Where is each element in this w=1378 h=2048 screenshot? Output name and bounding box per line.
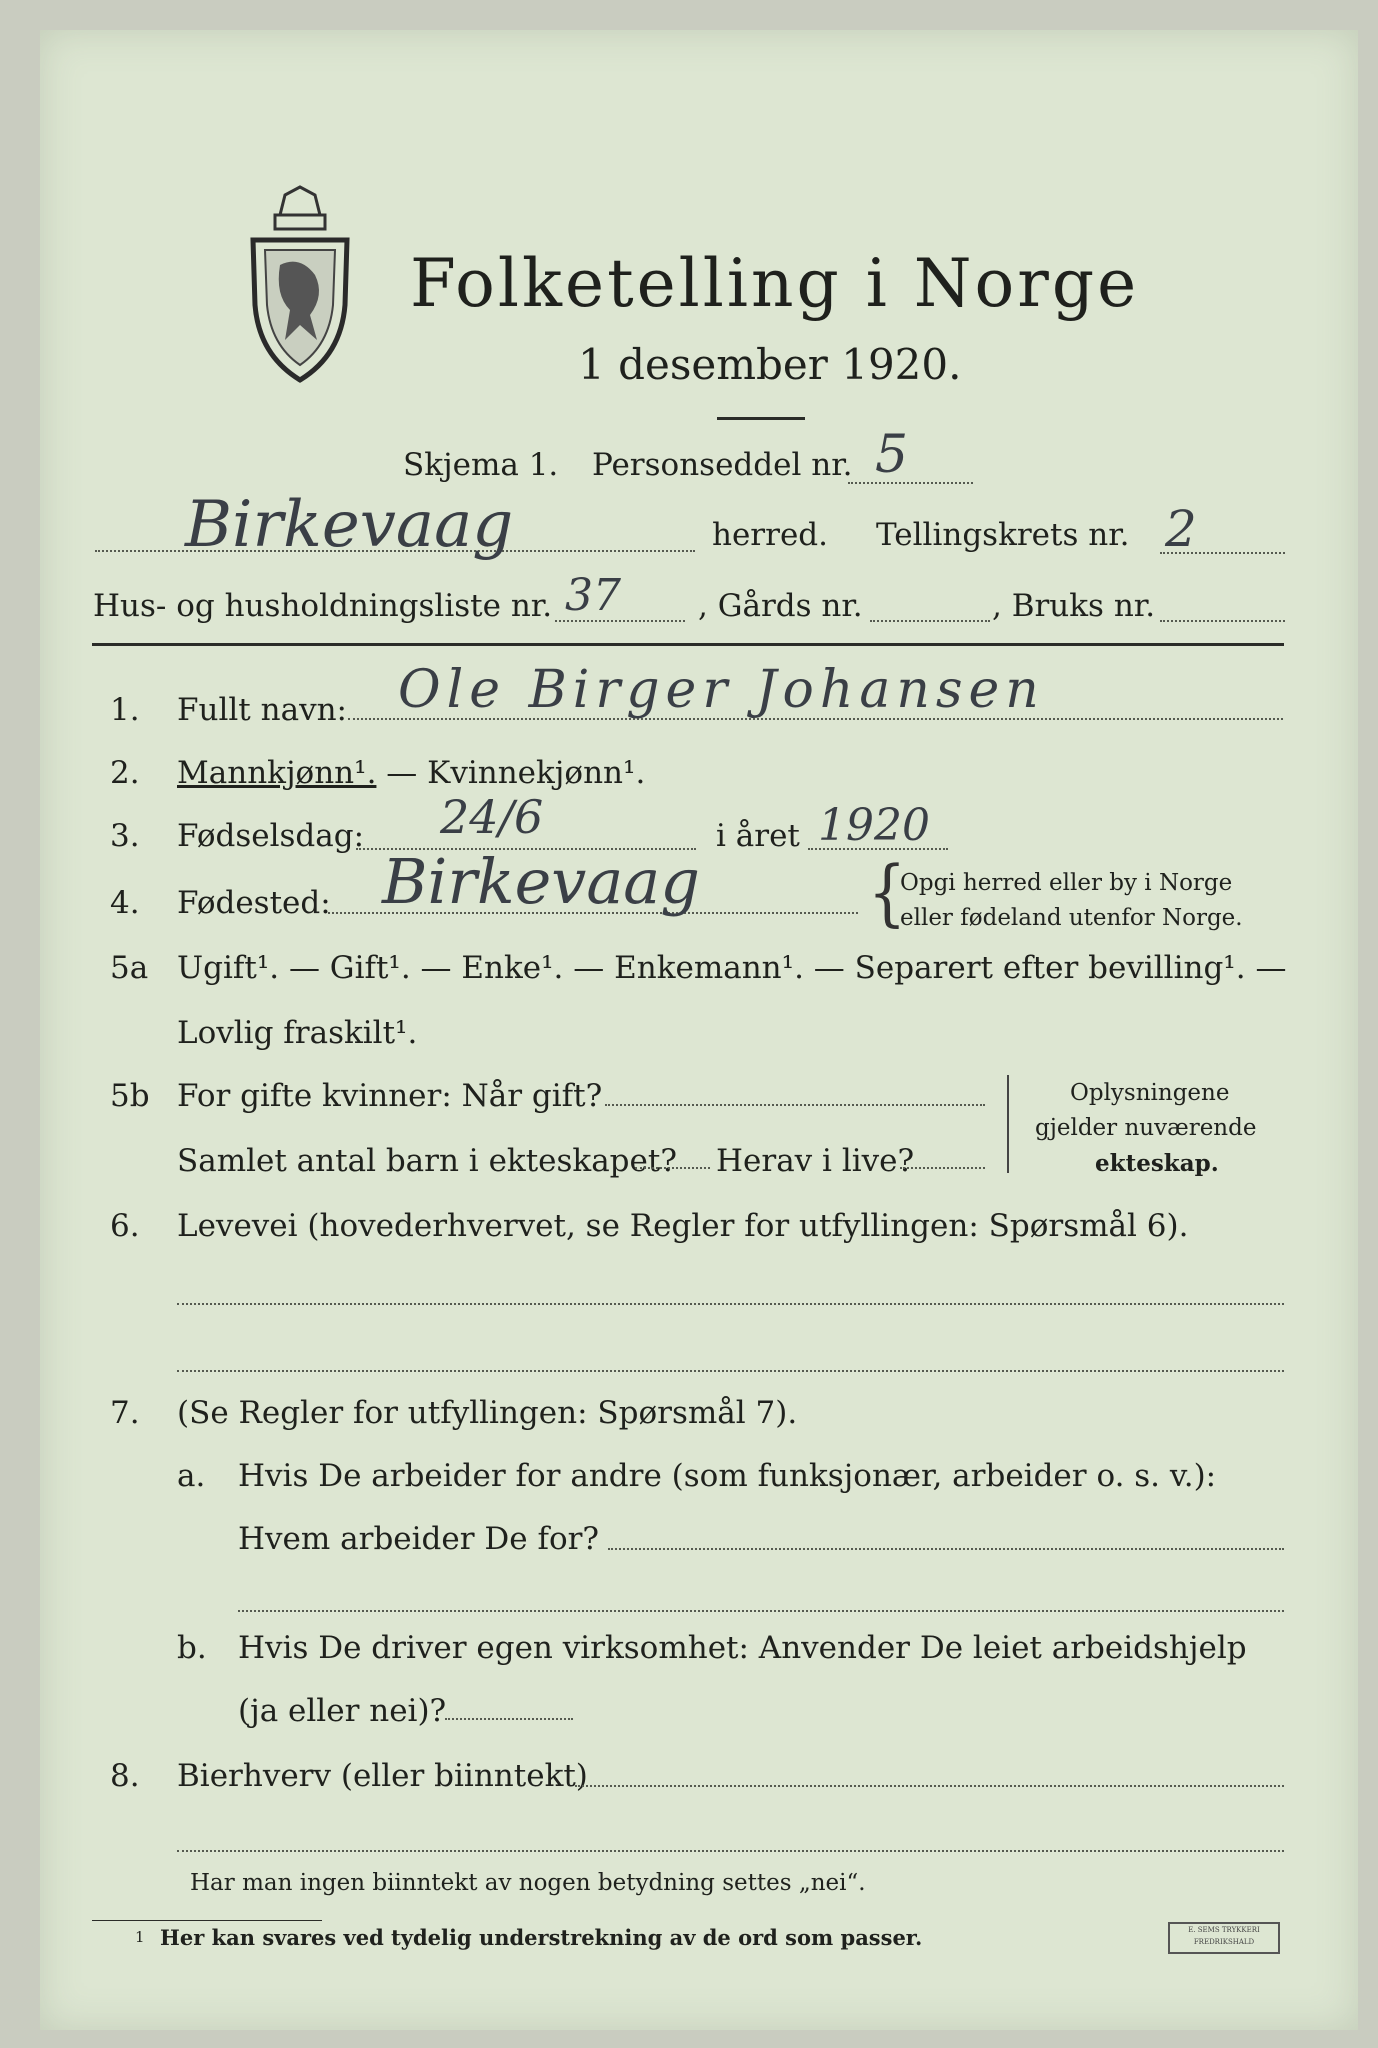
husholdning-value[interactable]: 37: [565, 570, 621, 621]
q4-note-line2: eller fødeland utenfor Norge.: [900, 905, 1243, 931]
q5b-line2: Samlet antal barn i ekteskapet?: [177, 1143, 677, 1179]
printer-stamp: E. SEMS TRYKKERI FREDRIKSHALD: [1168, 1922, 1280, 1954]
title-divider: [717, 417, 805, 420]
q7a-field-line-1: [608, 1548, 1284, 1550]
husholdning-label: Hus- og husholdningsliste nr.: [93, 588, 553, 624]
header-divider: [92, 643, 1284, 646]
gards-field-line: [870, 620, 990, 622]
footer-note: Har man ingen biinntekt av nogen betydning settes „nei“.: [190, 1870, 866, 1896]
q7b-text2: (ja eller nei)?: [238, 1693, 447, 1729]
q1-label: Fullt navn:: [177, 692, 347, 728]
q5b-children-field-line: [635, 1167, 710, 1169]
q5a-number: 5a: [110, 950, 149, 986]
q7b-field-line: [445, 1718, 573, 1720]
q7a-letter: a.: [177, 1458, 206, 1494]
q6-field-line-1: [177, 1303, 1284, 1305]
q5b-note-line3: ekteskap.: [1095, 1150, 1219, 1177]
q4-label: Fødested:: [177, 885, 331, 921]
q7a-text: Hvis De arbeider for andre (som funksjonær, arbeider o. s. v.):: [238, 1458, 1217, 1494]
q3-label: Fødselsdag:: [177, 818, 365, 854]
form-date: 1 desember 1920.: [578, 340, 962, 389]
q7-number: 7.: [110, 1395, 140, 1431]
q5a-options-cont[interactable]: Lovlig fraskilt¹.: [177, 1015, 418, 1051]
form-title: Folketelling i Norge: [410, 245, 1140, 322]
q7a-field-line-2: [238, 1610, 1284, 1612]
tellingskrets-label: Tellingskrets nr.: [876, 517, 1130, 553]
q7b-letter: b.: [177, 1630, 207, 1666]
skjema-label: Skjema 1.: [403, 447, 559, 483]
q7a-text2: Hvem arbeider De for?: [238, 1521, 600, 1557]
q2-female-option[interactable]: Kvinnekjønn¹.: [427, 755, 646, 791]
q1-number: 1.: [110, 692, 140, 728]
q4-number: 4.: [110, 885, 140, 921]
q3-number: 3.: [110, 818, 140, 854]
q7b-text: Hvis De driver egen virksomhet: Anvender De leiet arbeidshjelp: [238, 1630, 1247, 1666]
q5b-alive-field-line: [900, 1167, 985, 1169]
bruks-field-line: [1160, 620, 1285, 622]
q5b-married-field-line: [605, 1104, 985, 1106]
q1-value[interactable]: Ole Birger Johansen: [398, 660, 1045, 720]
herred-value[interactable]: Birkevaag: [185, 488, 514, 562]
q8-field-line-1: [575, 1785, 1284, 1787]
footnote-divider: [92, 1920, 322, 1921]
personseddel-value[interactable]: 5: [875, 425, 909, 485]
q2-options: [177, 755, 645, 791]
q7-text: (Se Regler for utfyllingen: Spørsmål 7).: [177, 1395, 798, 1431]
tellingskrets-value[interactable]: 2: [1165, 500, 1197, 558]
herred-label: herred.: [712, 517, 828, 553]
q4-note-line1: Opgi herred eller by i Norge: [900, 870, 1233, 896]
q4-value[interactable]: Birkevaag: [382, 845, 700, 918]
bruks-label: , Bruks nr.: [992, 588, 1156, 624]
personseddel-label: Personseddel nr.: [592, 447, 853, 483]
q2-separator: —: [376, 755, 428, 791]
q8-text: Bierhverv (eller biinntekt): [177, 1758, 588, 1794]
q3-year-label: i året: [716, 818, 800, 854]
q5a-options[interactable]: Ugift¹. — Gift¹. — Enke¹. — Enkemann¹. — Separert efter bevilling¹. —: [177, 950, 1287, 986]
q5b-number: 5b: [110, 1078, 150, 1114]
q3-value[interactable]: 24/6: [440, 790, 544, 844]
q2-male-option[interactable]: Mannkjønn¹.: [177, 755, 377, 791]
personseddel-field-line: [848, 482, 973, 484]
q5b-line1: For gifte kvinner: Når gift?: [177, 1078, 603, 1114]
q8-number: 8.: [110, 1758, 140, 1794]
q5b-note-line1: Oplysningene: [1070, 1080, 1230, 1106]
q5b-bracket: [1007, 1075, 1009, 1173]
q6-field-line-2: [177, 1370, 1284, 1372]
q6-text: Levevei (hovederhvervet, se Regler for utfyllingen: Spørsmål 6).: [177, 1208, 1189, 1244]
q5b-note-line2: gjelder nuværende: [1035, 1115, 1257, 1141]
q4-brace: {: [868, 851, 907, 935]
footnote-number: 1: [135, 1928, 145, 1946]
footnote-text: Her kan svares ved tydelig understrekning av de ord som passer.: [160, 1925, 923, 1950]
q8-field-line-2: [177, 1850, 1284, 1852]
q5b-line2b: Herav i live?: [716, 1143, 915, 1179]
coat-of-arms-icon: [245, 185, 355, 385]
q2-number: 2.: [110, 755, 140, 791]
gards-label: , Gårds nr.: [698, 588, 863, 624]
q3-year-value[interactable]: 1920: [818, 800, 930, 851]
q6-number: 6.: [110, 1208, 140, 1244]
